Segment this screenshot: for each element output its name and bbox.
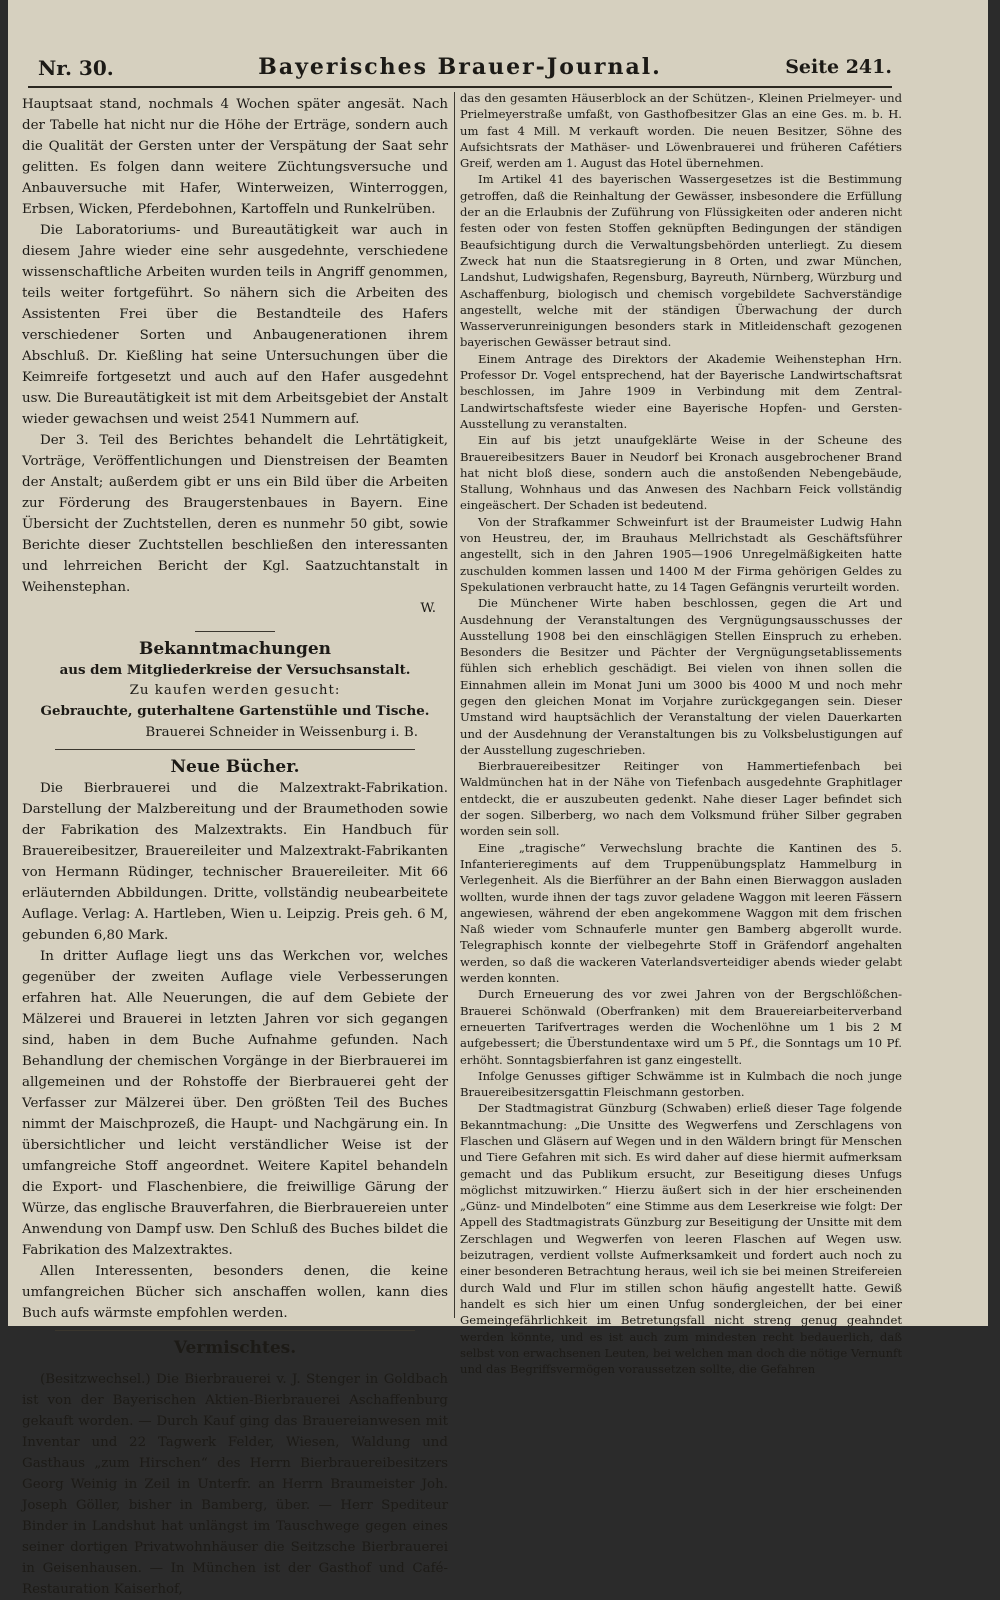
paragraph: In dritter Auflage liegt uns das Werkchen vor, welches gegenüber der zweiten Auflage viele Verbesserungen erfahren hat. Alle Neuerungen, die auf dem Gebiete der Mälzerei und Brauerei in letzten Jahren vor sich gegangen sind, haben in dem Buche Aufnahme gefunden. Nach Behandlung der chemischen Vorgänge in der Bierbrauerei im allgemeinen und der Rohstoffe der Bierbrauerei geht der Verfasser zur Mälzerei über. Den größten Teil des Buches nimmt der Maischprozeß, die Haupt- und Nachgärung ein. In übersichtlicher und leicht verständlicher Weise ist der umfangreiche Stoff angeordnet. Weitere Kapitel behandeln die Export- und Flaschenbiere, die freiwillige Gärung der Würze, das englische Brauverfahren, die Bierbrauereien unter Anwendung von Dampf usw. Den Schluß des Buches bildet die Fabrikation des Malzextraktes. bbox=[22, 949, 448, 1258]
page-number: Seite 241. bbox=[785, 56, 892, 78]
issue-number: Nr. 30. bbox=[38, 56, 114, 80]
divider bbox=[55, 749, 415, 750]
section-title-new-books: Neue Bücher. bbox=[170, 757, 300, 777]
ad-sender: Brauerei Schneider in Weissenburg i. B. bbox=[145, 725, 418, 740]
paragraph: Im Artikel 41 des bayerischen Wassergesetzes ist die Bestimmung getroffen, daß die Reinhaltung der Gewässer, insbesondere die Erfüllung der an die Erlaubnis der Zuführung von Flüssigkeiten oder anderen nicht festen oder von festen Stoffen geknüpften Bedingungen der ständigen Beaufsichtigung durch die Verwaltungsbehörden unterliegt. Zu diesem Zweck hat nun die Staatsregierung in 8 Orten, und zwar München, Landshut, Ludwigshafen, Regensburg, Bayreuth, Nürnberg, Würzburg und Aschaffenburg, biologisch und chemisch vorgebildete Sachverständige angestellt, welche mit der ständigen Überwachung der durch Wasserverunreinigungen besonders stark in Mitleidenschaft gezogenen bayerischen Gewässer betraut sind. bbox=[460, 172, 902, 350]
paragraph: Allen Interessenten, besonders denen, die keine umfangreichen Bücher sich anschaffen wollen, kann dies Buch aufs wärmste empfohlen werden. bbox=[22, 1264, 448, 1321]
right-column bbox=[460, 90, 902, 1377]
paragraph: Die Bierbrauerei und die Malzextrakt-Fabrikation. Darstellung der Malzbereitung und der Braumethoden sowie der Fabrikation des Malzextrakts. Ein Handbuch für Brauereibesitzer, Brauereileiter und Malzextrakt-Fabrikanten von Hermann Rüdinger, technischer Brauereileiter. Mit 66 erläuternden Abbildungen. Dritte, vollständig neubearbeitete Auflage. Verlag: A. Hartleben, Wien u. Leipzig. Preis geh. 6 M, gebunden 6,80 Mark. bbox=[22, 781, 448, 943]
paragraph: Der Stadtmagistrat Günzburg (Schwaben) erließ dieser Tage folgende Bekanntmachung: „Die Unsitte des Wegwerfens und Zerschlagens von Flaschen und Gläsern auf Wegen und in den Wäldern bringt für Menschen und Tiere Gefahren mit sich. Es wird daher auf diese hiermit aufmerksam gemacht und das Publikum ersucht, zur Beseitigung dieses Unfugs möglichst mitzuwirken.“ Hierzu äußert sich in der hier erscheinenden „Günz- und Mindelboten“ eine Stimme aus dem Leserkreise wie folgt: Der Appell des Stadtmagistrats Günzburg zur Beseitigung der Unsitte mit dem Zerschlagen und Wegwerfen von leeren Flaschen auf Wegen usw. beizutragen, verdient vollste Aufmerksamkeit und fordert auch noch zu einer besonderen Betrachtung heraus, weil ich sie bei meinen Streifereien durch Wald und Flur im stillen schon häufig angestellt hatte. Gewiß handelt es sich hier um einen Unfug sondergleichen, der bei einer Gemeingefährlichkeit im Betretungsfall nicht streng genug geahndet werden könnte, und es ist auch zum mindesten recht bedauerlich, daß selbst von erwachsenen Leuten, bei welchen man doch die nötige Vernunft und das Begriffsvermögen voraussetzen sollte, die Gefahren bbox=[460, 1101, 902, 1377]
paragraph: Infolge Genusses giftiger Schwämme ist in Kulmbach die noch junge Brauereibesitzersgattin Fleischmann gestorben. bbox=[460, 1068, 902, 1100]
divider bbox=[55, 1330, 415, 1331]
paragraph: Ein auf bis jetzt unaufgeklärte Weise in der Scheune des Brauereibesitzers Bauer in Neudorf bei Kronach ausgebrochener Brand hat nicht bloß diese, sondern auch die anstoßenden Nebengebäude, Stallung, Wohnhaus und das Anwesen des Nachbarn Feick vollständig eingeäschert. Der Schaden ist bedeutend. bbox=[460, 433, 902, 513]
left-column bbox=[22, 94, 448, 1597]
section-title-announcements: Bekanntmachungen bbox=[138, 639, 332, 659]
journal-title: Bayerisches Brauer-Journal. bbox=[258, 54, 662, 80]
paragraph: Die Laboratoriums- und Bureautätigkeit war auch in diesem Jahre wieder eine sehr ausgedehnte, verschiedene wissenschaftliche Arbeiten wurden teils in Angriff genommen, teils weiter fortgeführt. So nähern sich die Arbeiten des Assistenten Frei über die Bestandteile des Hafers verschiedener Sorten und Anbaugenerationen ihrem Abschluß. Dr. Kießling hat seine Untersuchungen über die Keimreife fortgesetzt und auch auf den Hafer ausgedehnt usw. Die Bureautätigkeit ist mit dem Arbeitsgebiet der Anstalt wieder gewachsen und weist 2541 Nummern auf. bbox=[22, 223, 448, 427]
paragraph: das den gesamten Häuserblock an der Schützen-, Kleinen Prielmeyer- und Prielmeyerstraße umfaßt, von Gasthofbesitzer Glas an eine Ges. m. b. H. um fast 4 Mill. M verkauft worden. Die neuen Besitzer, Söhne des Aufsichtsrats der Mathäser- und Löwenbrauerei und früheren Cafétiers Greif, werden am 1. August das Hotel übernehmen. bbox=[460, 91, 902, 171]
paragraph: Bierbrauereibesitzer Reitinger von Hammertiefenbach bei Waldmünchen hat in der Nähe von Tiefenbach ausgedehnte Graphitlager entdeckt, die er auszubeuten gedenkt. Nahe dieser Lager befindet sich der sogen. Silberberg, wo nach dem Volksmund früher Silber gegraben worden sein soll. bbox=[460, 759, 902, 839]
paragraph: Der 3. Teil des Berichtes behandelt die Lehrtätigkeit, Vorträge, Veröffentlichungen und Dienstreisen der Beamten der Anstalt; außerdem gibt er uns ein Bild über die Arbeiten zur Förderung des Braugerstenbaues in Bayern. Eine Übersicht der Zuchtstellen, deren es nunmehr 50 gibt, sowie Berichte dieser Zuchtstellen beschließen den interessanten und lehrreichen Bericht der Kgl. Saatzuchtanstalt in Weihenstephan. bbox=[22, 433, 448, 595]
column-divider bbox=[454, 92, 455, 1318]
ad-text: Gebrauchte, guterhaltene Gartenstühle und Tische. bbox=[40, 703, 430, 719]
paragraph: Von der Strafkammer Schweinfurt ist der Braumeister Ludwig Hahn von Heustreu, der, im Brauhaus Mellrichstadt als Geschäftsführer angestellt, sich in den Jahren 1905—1906 Unregelmäßigkeiten hatte zuschulden kommen lassen und 1400 M der Firma gehörigen Geldes zu Spekulationen verbraucht hatte, zu 14 Tagen Gefängnis verurteilt worden. bbox=[460, 514, 902, 594]
section-subtitle: aus dem Mitgliederkreise der Versuchsanstalt. bbox=[59, 662, 411, 678]
page-header bbox=[28, 52, 892, 88]
paragraph: Eine „tragische“ Verwechslung brachte die Kantinen des 5. Infanterieregiments auf dem Truppenübungsplatz Hammelburg in Verlegenheit. Als die Bierführer an der Bahn einen Bierwaggon ausladen wollten, wurde ihnen der tags zuvor geladene Waggon mit leeren Fässern angewiesen, während der eben angekommene Waggon mit dem frischen Naß wieder vom Schnauferle munter gen Bamberg abgerollt wurde. Telegraphisch konnte der vielbegehrte Stoff in Gräfendorf angehalten werden, so daß die wackeren Vaterlandsverteidiger abends wieder gelabt werden konnten. bbox=[460, 840, 902, 986]
paragraph: Die Münchener Wirte haben beschlossen, gegen die Art und Ausdehnung der Veranstaltungen des Vergnügungsausschusses der Ausstellung 1908 bei den einschlägigen Stellen Einspruch zu erheben. Besonders die Besitzer und Pächter der Vergnügungsetablissements fühlen sich erheblich geschädigt. Bei vielen von ihnen sollen die Einnahmen allein im Monat Juni um 3000 bis 4000 M und noch mehr gegen den gleichen Monat im Vorjahre zurückgegangen sein. Dieser Umstand wird hauptsächlich der Veranstaltung der vielen Dauerkarten und der Ausdehnung der Veranstaltungen bis zu Volksbelustigungen auf der Ausstellung zugeschrieben. bbox=[460, 596, 902, 757]
author-signature: W. bbox=[420, 601, 436, 616]
paragraph: Durch Erneuerung des vor zwei Jahren von der Bergschlößchen-Brauerei Schönwald (Oberfranken) mit dem Brauereiarbeiterverband erneuerten Tarifvertrages werden die Wochenlöhne um 1 bis 2 M aufgebessert; die Überstundentaxe wird um 5 Pf., die Sonntags um 10 Pf. erhöht. Sonntagsbierfahren ist ganz eingestellt. bbox=[460, 987, 902, 1067]
paragraph: Hauptsaat stand, nochmals 4 Wochen später angesät. Nach der Tabelle hat nicht nur die Höhe der Erträge, sondern auch die Qualität der Gersten unter der Verspätung der Saat sehr gelitten. Es folgen dann weitere Züchtungsversuche und Anbauversuche mit Hafer, Winterweizen, Winterroggen, Erbsen, Wicken, Pferdebohnen, Kartoffeln und Runkelrüben. bbox=[22, 97, 448, 217]
paragraph: Einem Antrage des Direktors der Akademie Weihenstephan Hrn. Professor Dr. Vogel entsprechend, hat der Bayerische Landwirtschaftsrat beschlossen, im Jahre 1909 in Verbindung mit dem Zentral-Landwirtschaftsfeste wieder eine Bayerische Hopfen- und Gersten-Ausstellung zu veranstalten. bbox=[460, 351, 902, 431]
divider bbox=[195, 631, 275, 632]
newspaper-page bbox=[8, 0, 988, 1597]
section-title-miscellaneous: Vermischtes. bbox=[173, 1338, 297, 1358]
paragraph: (Besitzwechsel.) Die Bierbrauerei v. J. Stenger in Goldbach ist von der Bayerischen Aktien-Bierbrauerei Aschaffenburg gekauft worden. — Durch Kauf ging das Brauereianwesen mit Inventar und 22 Tagwerk Felder, Wiesen, Waldung und Gasthaus „zum Hirschen“ des Herrn Bierbrauereibesitzers Georg Weinig in Zeil in Unterfr. an Herrn Braumeister Joh. Joseph Göller, bisher in Bamberg, über. — Herr Spediteur Binder in Landshut hat unlängst im Tauschwege gegen eines seiner dortigen Privatwohnhäuser die Seitzsche Bierbrauerei in Geisenhausen. — In München ist der Gasthof und Café-Restauration Kaiserhof, bbox=[22, 1372, 448, 1597]
ad-heading: Zu kaufen werden gesucht: bbox=[129, 683, 341, 698]
